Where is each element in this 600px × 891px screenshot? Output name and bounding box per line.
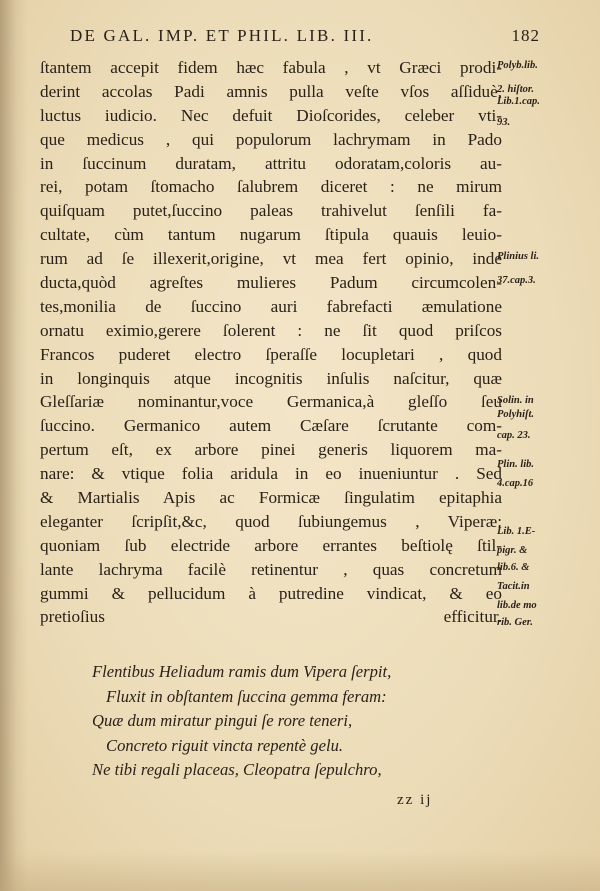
margin-note: Polyb.lib. — [497, 60, 538, 71]
signature-mark: zz ij — [397, 792, 433, 808]
text-line: rei, potam ſtomacho ſalubrem diceret : ne mirum — [40, 177, 502, 197]
running-header — [70, 26, 540, 52]
text-line: pertum eſt, ex arbore pinei generis liquorem ma- — [40, 440, 502, 460]
text-line: rum ad ſe illexerit,origine, vt mea fert opinio, inde — [40, 249, 502, 269]
text-line: quiſquam putet,ſuccino paleas trahivelut ſenſili fa- — [40, 201, 502, 221]
margin-note: rib. Ger. — [497, 616, 533, 628]
text-line: nare: & vtique folia aridula in eo inueniuntur . Sed — [40, 464, 502, 484]
text-line: in ſuccinum duratam, attritu odoratam,coloris au- — [40, 153, 502, 173]
text-line: eleganter ſcripſit,&c, quod ſubiungemus , Viperæ: — [40, 511, 502, 531]
text-line: cultate, cùm tantum nugarum ſtipula quauis leuio- — [40, 225, 502, 245]
text-line: Gleſſariæ nominantur,voce Germanica,à gleſſo ſeu — [40, 392, 502, 412]
margin-note: 37.cap.3. — [497, 275, 536, 287]
text-line: ſuccino. Germanico autem Cæſare ſcrutante com- — [40, 416, 502, 436]
verse-line: Flentibus Heliadum ramis dum Vipera ſerpit, — [92, 662, 392, 681]
text-line: ornatu eximio,gerere ſolerent : ne ſit quod priſcos — [40, 320, 502, 340]
verse-line: Ne tibi regali placeas, Cleopatra ſepulchro, — [92, 760, 382, 779]
margin-note: Lib.1.cap. — [497, 95, 540, 107]
text-line: derint accolas Padi amnis pulla veſte vſos aſſiduè, — [40, 81, 502, 101]
text-line: in longinquis atque incognitis inſulis naſcitur, quæ — [40, 368, 502, 388]
running-title: DE GAL. IMP. ET PHIL. LIB. III. — [70, 26, 374, 45]
margin-note: Polyhiſt. — [497, 408, 535, 420]
margin-note: 93. — [497, 117, 511, 129]
text-line: tes,monilia de ſuccino auri fabrefacti æmulatione — [40, 296, 502, 316]
margin-note: Solin. in — [497, 394, 534, 406]
text-line: gummi & pellucidum à putredine vindicat, & eo — [40, 583, 502, 603]
text-line: & Martialis Apis ac Formicæ ſingulatim epitaphia — [40, 488, 502, 508]
margin-note: 4.cap.16 — [497, 478, 534, 490]
text-line: luctus iudicio. Nec defuit Dioſcorides, celeber vti- — [40, 105, 502, 125]
text-line: lante lachryma facilè retinentur , quas concretum — [40, 559, 502, 579]
text-line: ſtantem accepit fidem hæc fabula , vt Græci prodi- — [40, 58, 502, 77]
margin-note: Plinius li. — [497, 251, 540, 263]
margin-note: lib.6. & — [497, 561, 530, 573]
margin-note: Plin. lib. — [497, 459, 535, 471]
margin-note: 2. hiſtor. — [497, 83, 535, 95]
text-line: ducta,quòd agreſtes mulieres Padum circumcolen- — [40, 273, 502, 293]
text-line: que medicus , qui populorum lachrymam in Pado — [40, 129, 502, 149]
margin-note: cap. 23. — [497, 430, 531, 442]
body-text — [40, 56, 502, 629]
margin-note: Tacit.in — [497, 581, 530, 593]
margin-note: Lib. 1.E- — [497, 526, 536, 538]
verse-line: Fluxit in obſtantem ſuccina gemma feram: — [106, 686, 387, 706]
verse-line: Quæ dum miratur pingui ſe rore teneri, — [92, 711, 353, 730]
text-line: pretioſius efficitur. — [40, 607, 502, 627]
margin-note: pigr. & — [497, 545, 528, 557]
text-line: quoniam ſub electride arbore errantes beſtiolę ſtil- — [40, 535, 502, 555]
margin-note: lib.de mo — [497, 600, 537, 612]
gutter-shadow — [0, 0, 28, 891]
text-line: Francos puderet electro ſperaſſe locupletari , quod — [40, 344, 502, 364]
page-number: 182 — [511, 26, 540, 45]
verse-line: Concreto riguit vincta repentè gelu. — [106, 735, 344, 755]
page-bottom-shadow — [0, 851, 600, 891]
